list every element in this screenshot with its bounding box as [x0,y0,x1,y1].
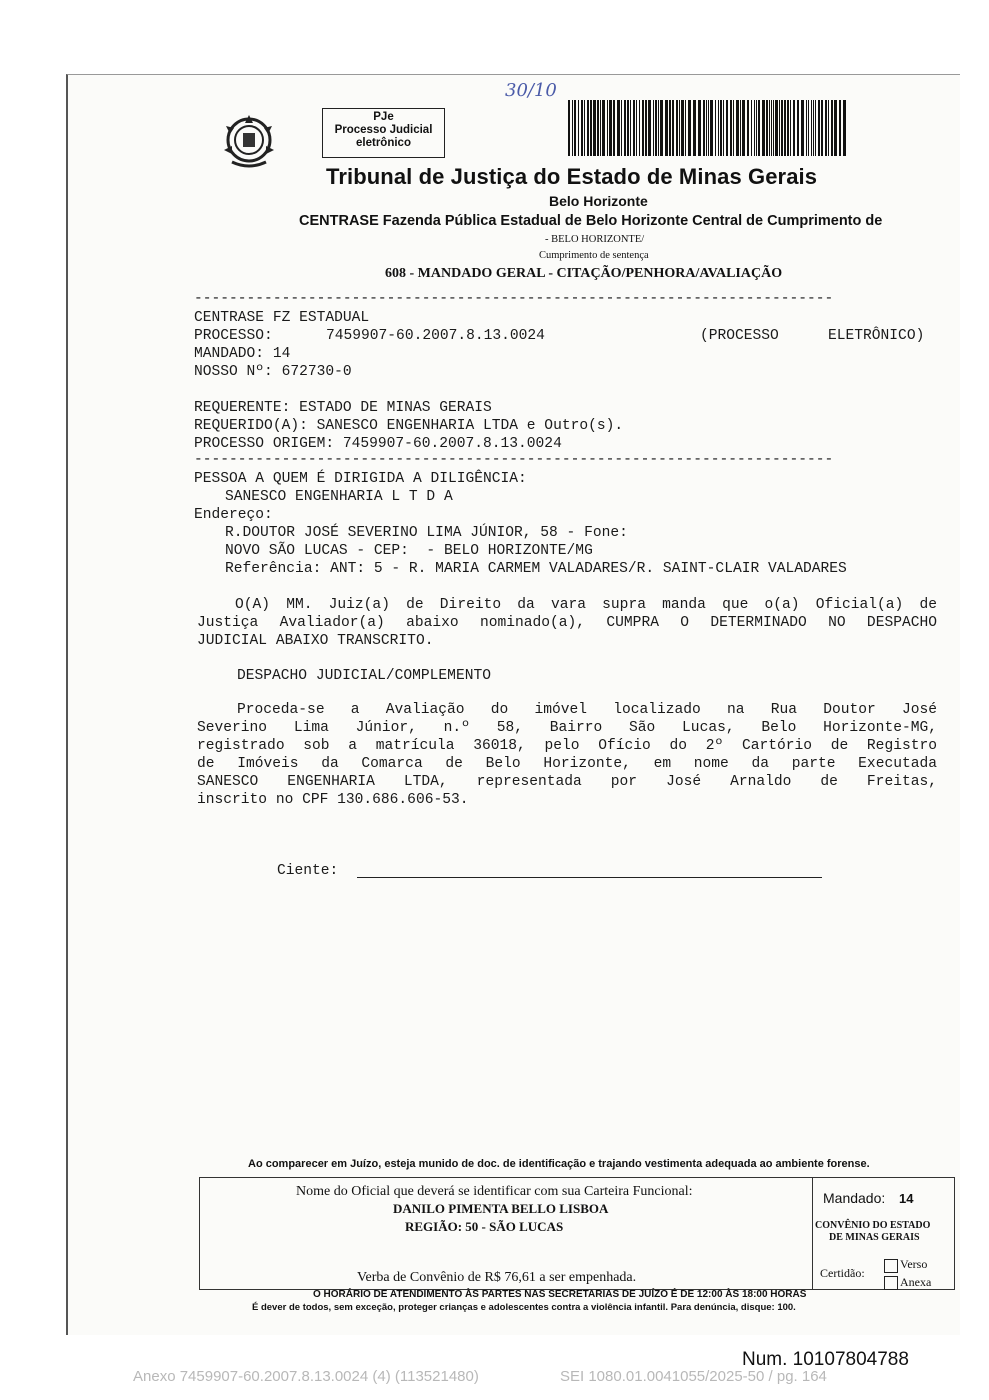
footer-note: Ao comparecer em Juízo, esteja munido de doc. de identificação e trajando vestimenta adequada ao ambiente forense. [248,1158,870,1170]
barcode-bar [773,100,774,156]
despacho-heading: DESPACHO JUDICIAL/COMPLEMENTO [237,668,491,684]
barcode-bar [762,100,765,156]
barcode-bar [781,100,783,156]
barcode-bar [639,100,640,156]
address-label: Endereço: [194,507,273,523]
page-number: Num. 10107804788 [742,1349,909,1370]
mandado-box-value: 14 [899,1191,914,1206]
barcode [568,100,848,156]
barcode-bar [766,100,768,156]
despacho-line-4: de Imóveis da Comarca de Belo Horizonte, em nome da parte Executada [197,756,937,772]
barcode-bar [806,100,807,156]
barcode-bar [574,100,576,156]
barcode-bar [617,100,620,156]
requerente: REQUERENTE: ESTADO DE MINAS GERAIS [194,400,492,416]
barcode-bar [679,100,680,156]
barcode-bar [839,100,841,156]
barcode-bar [676,100,678,156]
barcode-bar [613,100,615,156]
barcode-bar [736,100,739,156]
barcode-bar [703,100,705,156]
barcode-bar [706,100,707,156]
barcode-bar [655,100,657,156]
anexo-checkbox[interactable] [884,1276,898,1295]
court-title: Tribunal de Justiça do Estado de Minas Gerais [326,164,818,189]
barcode-bar [665,100,668,156]
despacho-line-2: Severino Lima Júnior, n.º 58, Bairro São Lucas, Belo Horizonte-MG, [197,720,937,736]
processo-value: 7459907-60.2007.8.13.0024 [326,328,545,344]
address-line-2: NOVO SÃO LUCAS - CEP: - BELO HORIZONTE/MG [225,543,593,559]
barcode-bar [636,100,637,156]
barcode-bar [834,100,837,156]
official-region: REGIÃO: 50 - SÃO LUCAS [405,1219,564,1234]
hours-notice: O HORÁRIO DE ATENDIMENTO ÀS PARTES NAS SECRETARIAS DE JUÍZO É DE 12:00 ÀS 18:00 HORAS [313,1289,807,1300]
verso-label: Verso [900,1257,928,1271]
pje-line-1: PJe [373,111,394,123]
barcode-bar [609,100,612,156]
barcode-bar [681,100,684,156]
barcode-bar [624,100,626,156]
barcode-bar [723,100,724,156]
barcode-bar [733,100,734,156]
barcode-bar [754,100,755,156]
barcode-bar [825,100,827,156]
processo-type-b: ELETRÔNICO) [828,328,925,344]
separator-1: ------------------------------------------------------------------------- [194,291,834,307]
barcode-bar [584,100,585,156]
barcode-bar [813,100,814,156]
barcode-bar [815,100,816,156]
barcode-bar [793,100,795,156]
barcode-bar [784,100,786,156]
despacho-line-3: registrado sob a matrícula 36018, pelo Ofício do 2º Cartório de Registro [197,738,937,754]
pje-line-3: eletrônico [356,137,411,149]
watermark-left: Anexo 7459907-60.2007.8.13.0024 (4) (113521480) [133,1368,479,1385]
barcode-bar [669,100,671,156]
anexo-label: Anexa [900,1275,932,1289]
ciente-label: Ciente: [277,863,339,879]
barcode-bar [775,100,778,156]
barcode-bar [587,100,589,156]
official-box-divider [812,1177,813,1290]
order-line-1 [197,596,937,614]
barcode-bar [590,100,592,156]
child-protection-notice: É dever de todos, sem exceção, proteger crianças e adolescentes contra a violência infantil. Para denúncia, disque: 100. [252,1302,796,1313]
barcode-bar [600,100,601,156]
barcode-bar [645,100,647,156]
mandado-box-label: Mandado: [823,1190,886,1206]
barcode-bar [843,100,846,156]
nosso-line: NOSSO Nº: 672730-0 [194,364,352,380]
court-city: Belo Horizonte [549,193,648,209]
barcode-bar [642,100,644,156]
barcode-bar [758,100,760,156]
pje-line-2: Processo Judicial [334,124,433,136]
barcode-bar [653,100,654,156]
barcode-bar [787,100,789,156]
requerido: REQUERIDO(A): SANESCO ENGENHARIA LTDA e Outro(s). [194,418,624,434]
barcode-bar [688,100,691,156]
barcode-bar [710,100,713,156]
barcode-bar [593,100,596,156]
processo-label: PROCESSO: [194,328,273,344]
barcode-bar [572,100,573,156]
mandado-line: MANDADO: 14 [194,346,291,362]
address-reference: Referência: ANT: 5 - R. MARIA CARMEM VALADARES/R. SAINT-CLAIR VALADARES [225,561,847,577]
barcode-bar [821,100,823,156]
barcode-bar [630,100,631,156]
barcode-bar [797,100,799,156]
barcode-bar [811,100,812,156]
processo-origem: PROCESSO ORIGEM: 7459907-60.2007.8.13.0024 [194,436,562,452]
barcode-bar [730,100,732,156]
diligence-name: SANESCO ENGENHARIA L T D A [225,489,453,505]
pje-badge [322,108,445,158]
despacho-line-6: inscrito no CPF 130.686.606-53. [197,792,469,808]
barcode-bar [808,100,809,156]
handwritten-note: 30/10 [505,80,557,101]
diligence-heading: PESSOA A QUEM É DIRIGIDA A DILIGÊNCIA: [194,471,527,487]
coat-of-arms-icon [218,110,280,170]
barcode-bar [602,100,605,156]
barcode-bar [726,100,728,156]
despacho-line-5: SANESCO ENGENHARIA LTDA, representada por José Arnaldo de Freitas, [197,774,937,790]
despacho-line-1 [197,701,937,719]
convenio-line-1: CONVÊNIO DO ESTADO [815,1220,931,1231]
official-label: Nome do Oficial que deverá se identificar com sua Carteira Funcional: [296,1184,693,1199]
centrase-line: CENTRASE FZ ESTADUAL [194,310,370,326]
barcode-bar [568,100,570,156]
barcode-bar [740,100,741,156]
barcode-bar [708,100,709,156]
barcode-bar [693,100,696,156]
barcode-bar [751,100,752,156]
barcode-bar [685,100,686,156]
mandate-type: 608 - MANDADO GERAL - CITAÇÃO/PENHORA/AVALIAÇÃO [385,266,783,281]
barcode-bar [658,100,659,156]
order-line-3: JUDICIAL ABAIXO TRANSCRITO. [197,633,434,649]
verba-text: Verba de Convênio de R$ 76,61 a ser empenhada. [357,1270,637,1285]
barcode-bar [648,100,651,156]
barcode-bar [831,100,833,156]
barcode-bar [698,100,701,156]
barcode-bar [718,100,719,156]
barcode-bar [621,100,622,156]
barcode-bar [742,100,745,156]
barcode-bar [607,100,608,156]
official-name: DANILO PIMENTA BELLO LISBOA [393,1201,609,1216]
order-text-1: O(A) MM. Juiz(a) de Direito da vara supra manda que o(a) Oficial(a) de [235,597,937,613]
court-name: CENTRASE Fazenda Pública Estadual de Belo Horizonte Central de Cumprimento de [299,213,883,229]
barcode-bar [828,100,829,156]
barcode-bar [597,100,599,156]
court-name-cont: - BELO HORIZONTE/ [545,234,645,245]
convenio-line-2: DE MINAS GERAIS [829,1232,920,1243]
barcode-bar [818,100,820,156]
address-line-1: R.DOUTOR JOSÉ SEVERINO LIMA JÚNIOR, 58 - Fone: [225,525,628,541]
barcode-bar [660,100,663,156]
barcode-bar [756,100,757,156]
barcode-bar [627,100,629,156]
barcode-bar [801,100,804,156]
barcode-bar [715,100,716,156]
separator-2: ------------------------------------------------------------------------- [194,452,834,468]
signature-line[interactable] [357,877,822,878]
court-subtitle: Cumprimento de sentença [539,250,649,261]
barcode-bar [779,100,780,156]
barcode-bar [633,100,635,156]
certidao-label: Certidão: [820,1266,865,1280]
barcode-bar [790,100,791,156]
barcode-bar [720,100,722,156]
barcode-bar [747,100,749,156]
watermark-right: SEI 1080.01.0041055/2025-50 / pg. 164 [560,1368,827,1385]
barcode-bar [672,100,674,156]
barcode-bar [771,100,772,156]
barcode-bar [581,100,583,156]
despacho-text-1: Proceda-se a Avaliação do imóvel localizado na Rua Doutor José [237,702,937,718]
order-line-2: Justiça Avaliador(a) abaixo nominado(a), CUMPRA O DETERMINADO NO DESPACHO [197,615,937,631]
barcode-bar [769,100,770,156]
processo-type-a: (PROCESSO [700,328,779,344]
barcode-bar [578,100,579,156]
